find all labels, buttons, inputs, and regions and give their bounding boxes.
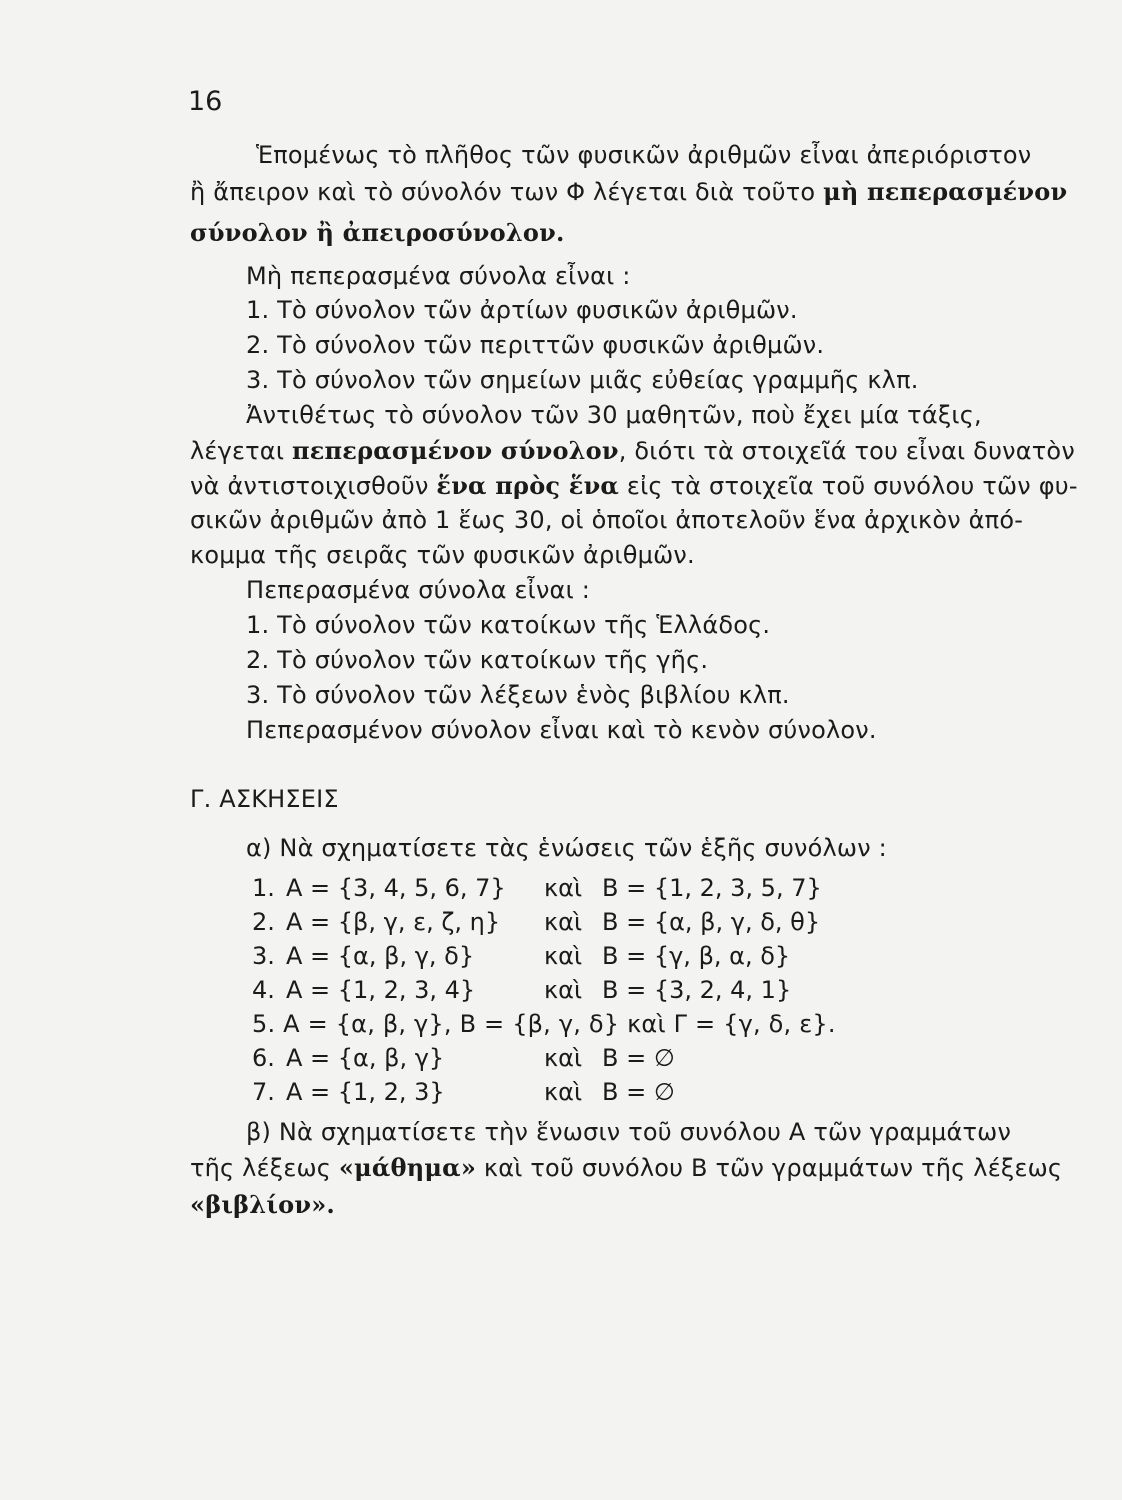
exercise-number: 6. [252, 1044, 275, 1072]
text-line: κομμα τῆς σειρᾶς τῶν φυσικῶν ἀριθμῶν. [190, 541, 695, 569]
text-run: , διότι τὰ στοιχεῖά του εἶναι δυνατὸν [618, 437, 1075, 465]
list-intro: Μὴ πεπερασμένα σύνολα εἶναι : [246, 262, 631, 290]
set-a: A = {1, 2, 3} [286, 1078, 445, 1106]
set-a: A = {1, 2, 3, 4} [286, 976, 476, 1004]
text-line: Ἑπομένως τὸ πλῆθος τῶν φυσικῶν ἀριθμῶν εἶναι ἀπεριόριστον [256, 141, 1032, 169]
text-run: ἢ ἄπειρον καὶ τὸ σύνολόν των Φ λέγεται διὰ τοῦτο [190, 178, 824, 206]
set-a: A = {α, β, γ, δ} [286, 942, 475, 970]
bold-term: ἕνα πρὸς ἕνα [436, 471, 620, 500]
exercise-b-line [190, 1153, 1062, 1182]
list-item: 3. Τὸ σύνολον τῶν σημείων μιᾶς εὐθείας γραμμῆς κλπ. [246, 366, 919, 394]
bold-term: «βιβλίον». [190, 1190, 335, 1219]
page-number: 16 [188, 86, 223, 117]
list-item: 2. Τὸ σύνολον τῶν κατοίκων τῆς γῆς. [246, 646, 709, 674]
exercise-number: 1. [252, 874, 275, 902]
text-line [190, 436, 1075, 465]
empty-set-note: Πεπερασμένον σύνολον εἶναι καὶ τὸ κενὸν σύνολον. [246, 716, 877, 744]
section-heading: Γ. ΑΣΚΗΣΕΙΣ [190, 785, 339, 813]
conjunction: καὶ [544, 908, 583, 936]
conjunction: καὶ [544, 1078, 583, 1106]
set-b: B = {1, 2, 3, 5, 7} [602, 874, 822, 902]
text-line: Ἀντιθέτως τὸ σύνολον τῶν 30 μαθητῶν, ποὺ ἔχει μία τάξις, [246, 401, 982, 429]
exercise-number: 7. [252, 1078, 275, 1106]
conjunction: καὶ [544, 1044, 583, 1072]
text-run: νὰ ἀντιστοιχισθοῦν [190, 472, 437, 500]
text-run: καὶ τοῦ συνόλου B τῶν γραμμάτων τῆς λέξεως [476, 1154, 1063, 1182]
exercise-row: 5. A = {α, β, γ}, B = {β, γ, δ} καὶ Γ = {γ, δ, ε}. [252, 1010, 836, 1038]
set-b: B = {α, β, γ, δ, θ} [602, 908, 821, 936]
list-item: 2. Τὸ σύνολον τῶν περιττῶν φυσικῶν ἀριθμῶν. [246, 331, 825, 359]
conjunction: καὶ [544, 874, 583, 902]
set-a: A = {α, β, γ} [286, 1044, 445, 1072]
list-intro: Πεπερασμένα σύνολα εἶναι : [246, 576, 591, 604]
set-b: B = ∅ [602, 1078, 675, 1106]
set-b: B = {γ, β, α, δ} [602, 942, 791, 970]
exercise-number: 3. [252, 942, 275, 970]
text-line [190, 471, 1078, 500]
text-run: τῆς λέξεως [190, 1154, 339, 1182]
text-run: εἰς τὰ στοιχεῖα τοῦ συνόλου τῶν φυ- [619, 472, 1078, 500]
bold-term: σύνολον ἢ ἀπειροσύνολον. [190, 218, 565, 247]
conjunction: καὶ [544, 942, 583, 970]
text-line: σικῶν ἀριθμῶν ἀπὸ 1 ἕως 30, οἱ ὁποῖοι ἀποτελοῦν ἕνα ἀρχικὸν ἀπό- [190, 506, 1024, 534]
bold-term: «μάθημα» [338, 1153, 477, 1182]
set-b: B = ∅ [602, 1044, 675, 1072]
set-a: A = {β, γ, ε, ζ, η} [286, 908, 501, 936]
exercise-number: 4. [252, 976, 275, 1004]
list-item: 1. Τὸ σύνολον τῶν κατοίκων τῆς Ἑλλάδος. [246, 611, 771, 639]
bold-term: μὴ πεπερασμένον [823, 177, 1068, 206]
set-a: A = {3, 4, 5, 6, 7} [286, 874, 506, 902]
exercise-number: 2. [252, 908, 275, 936]
bold-term: πεπερασμένον σύνολον [291, 436, 619, 465]
set-b: B = {3, 2, 4, 1} [602, 976, 792, 1004]
text-run: λέγεται [190, 437, 292, 465]
exercise-b-line: β) Νὰ σχηματίσετε τὴν ἕνωσιν τοῦ συνόλου A τῶν γραμμάτων [246, 1118, 1012, 1146]
conjunction: καὶ [544, 976, 583, 1004]
exercise-a-intro: α) Νὰ σχηματίσετε τὰς ἑνώσεις τῶν ἑξῆς συνόλων : [246, 834, 887, 862]
text-line [190, 177, 1067, 206]
list-item: 3. Τὸ σύνολον τῶν λέξεων ἑνὸς βιβλίου κλπ. [246, 681, 790, 709]
list-item: 1. Τὸ σύνολον τῶν ἀρτίων φυσικῶν ἀριθμῶν. [246, 296, 798, 324]
